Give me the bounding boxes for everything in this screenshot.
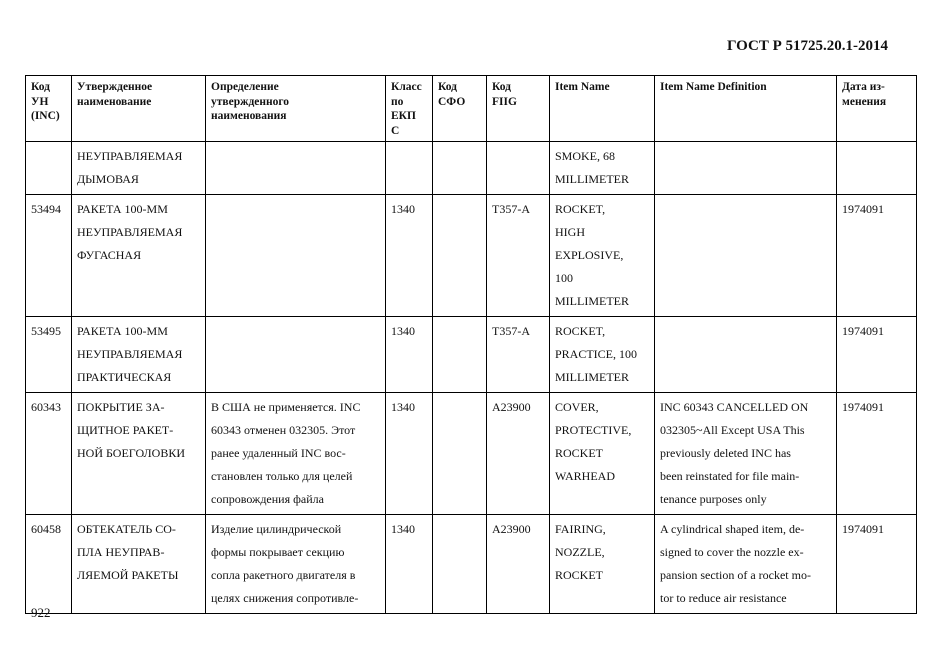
cell-approved-name: НЕУПРАВЛЯЕМАЯ ДЫМОВАЯ — [72, 142, 206, 195]
cell-sfo — [433, 393, 487, 515]
cell-approved-name: РАКЕТА 100-ММ НЕУПРАВЛЯЕМАЯ ФУГАСНАЯ — [72, 195, 206, 317]
column-header-approved-name: Утвержденное наименование — [72, 76, 206, 142]
cell-change-date — [837, 142, 917, 195]
column-header-definition: Определение утвержденного наименования — [206, 76, 386, 142]
cell-inc: 60458 — [26, 515, 72, 614]
cell-item-name: FAIRING, NOZZLE, ROCKET — [550, 515, 655, 614]
cell-sfo — [433, 515, 487, 614]
cell-item-name: SMOKE, 68 MILLIMETER — [550, 142, 655, 195]
table-row — [26, 515, 917, 614]
cell-definition: В США не применяется. INC 60343 отменен 032305. Этот ранее удаленный INC вос- становлен только для целей сопровождения файла — [206, 393, 386, 515]
column-header-change-date: Дата из- менения — [837, 76, 917, 142]
document-code: ГОСТ Р 51725.20.1-2014 — [726, 38, 888, 54]
column-header-item-definition: Item Name Definition — [655, 76, 837, 142]
cell-item-definition — [655, 142, 837, 195]
cell-definition — [206, 195, 386, 317]
cell-fiig: A23900 — [487, 393, 550, 515]
cell-change-date: 1974091 — [837, 515, 917, 614]
cell-inc: 53495 — [26, 317, 72, 393]
cell-fiig: A23900 — [487, 515, 550, 614]
cell-item-name: ROCKET, PRACTICE, 100 MILLIMETER — [550, 317, 655, 393]
cell-change-date: 1974091 — [837, 317, 917, 393]
table-row — [26, 317, 917, 393]
column-header-inc: Код УН (INC) — [26, 76, 72, 142]
table-row — [26, 142, 917, 195]
cell-inc — [26, 142, 72, 195]
cell-approved-name: ОБТЕКАТЕЛЬ СО- ПЛА НЕУПРАВ- ЛЯЕМОЙ РАКЕТЫ — [72, 515, 206, 614]
cell-item-definition — [655, 195, 837, 317]
cell-inc: 60343 — [26, 393, 72, 515]
cell-change-date: 1974091 — [837, 393, 917, 515]
cell-class: 1340 — [386, 317, 433, 393]
cell-definition: Изделие цилиндрической формы покрывает секцию сопла ракетного двигателя в целях снижения сопротивле- — [206, 515, 386, 614]
cell-sfo — [433, 142, 487, 195]
cell-item-name: COVER, PROTECTIVE, ROCKET WARHEAD — [550, 393, 655, 515]
page-number: 922 — [31, 605, 51, 620]
cell-class — [386, 142, 433, 195]
column-header-item-name: Item Name — [550, 76, 655, 142]
table-row — [26, 195, 917, 317]
table-row — [26, 393, 917, 515]
cell-sfo — [433, 317, 487, 393]
cell-item-definition — [655, 317, 837, 393]
cell-approved-name: ПОКРЫТИЕ ЗА- ЩИТНОЕ РАКЕТ- НОЙ БОЕГОЛОВКИ — [72, 393, 206, 515]
cell-item-definition: INC 60343 CANCELLED ON 032305~All Except USA This previously deleted INC has been reinstated for file main- tenance purposes only — [655, 393, 837, 515]
cell-fiig: T357-A — [487, 317, 550, 393]
cell-class: 1340 — [386, 393, 433, 515]
table-header-row — [26, 76, 917, 142]
cell-definition — [206, 317, 386, 393]
column-header-class: Класс по ЕКП С — [386, 76, 433, 142]
cell-definition — [206, 142, 386, 195]
cell-item-name: ROCKET, HIGH EXPLOSIVE, 100 MILLIMETER — [550, 195, 655, 317]
cell-fiig: T357-A — [487, 195, 550, 317]
nomenclature-table — [25, 75, 917, 614]
cell-change-date: 1974091 — [837, 195, 917, 317]
column-header-fiig: Код FIIG — [487, 76, 550, 142]
cell-item-definition: A cylindrical shaped item, de- signed to cover the nozzle ex- pansion section of a rocket mo- tor to reduce air resistance — [655, 515, 837, 614]
cell-fiig — [487, 142, 550, 195]
cell-approved-name: РАКЕТА 100-ММ НЕУПРАВЛЯЕМАЯ ПРАКТИЧЕСКАЯ — [72, 317, 206, 393]
cell-sfo — [433, 195, 487, 317]
cell-class: 1340 — [386, 515, 433, 614]
cell-inc: 53494 — [26, 195, 72, 317]
column-header-sfo: Код СФО — [433, 76, 487, 142]
cell-class: 1340 — [386, 195, 433, 317]
